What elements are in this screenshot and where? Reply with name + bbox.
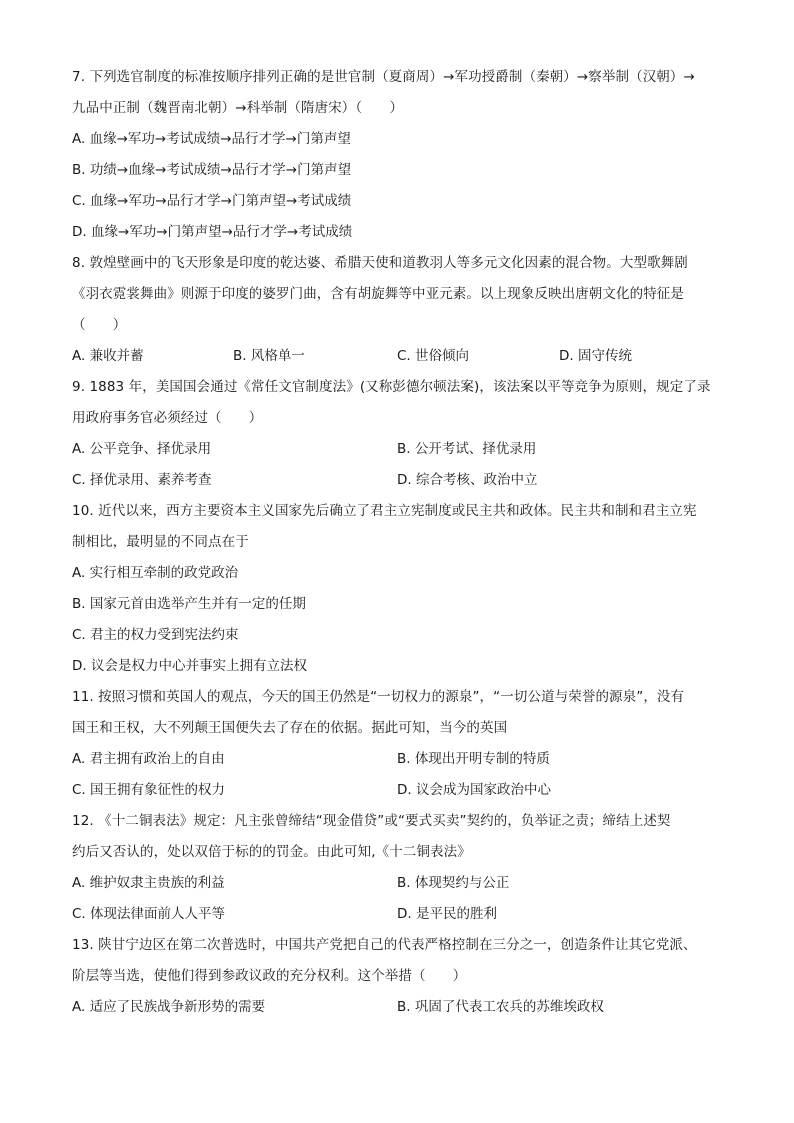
q9-stem-line-2: 用政府事务官必须经过（ ） — [72, 410, 263, 426]
q7-stem-line-1: 7. 下列选官制度的标准按顺序排列正确的是世官制（夏商周）→军功授爵制（秦朝）→察举制（汉朝）→ — [72, 69, 695, 85]
q10-option-d[interactable]: D. 议会是权力中心并事实上拥有立法权 — [72, 658, 307, 674]
q13-stem-line-1: 13. 陕甘宁边区在第二次普选时，中国共产党把自己的代表严格控制在三分之一，创造条件让其它党派、 — [72, 937, 697, 953]
q9-stem-line-1: 9. 1883 年，美国国会通过《常任文官制度法》(又称彭德尔顿法案)，该法案以平等竞争为原则，规定了录 — [72, 379, 711, 395]
q12-stem-line-1: 12. 《十二铜表法》规定：凡主张曾缔结“现金借贷”或“要式买卖”契约的，负举证之责；缔结上述契 — [72, 813, 671, 829]
q11-option-d[interactable]: D. 议会成为国家政治中心 — [397, 782, 551, 798]
q12-option-c[interactable]: C. 体现法律面前人人平等 — [72, 906, 226, 922]
q11-option-b[interactable]: B. 体现出开明专制的特质 — [397, 751, 550, 767]
q8-option-c[interactable]: C. 世俗倾向 — [397, 348, 470, 364]
q9-option-d[interactable]: D. 综合考核、政治中立 — [397, 472, 538, 488]
q9-option-c[interactable]: C. 择优录用、素养考查 — [72, 472, 212, 488]
q13-option-a[interactable]: A. 适应了民族战争新形势的需要 — [72, 999, 266, 1015]
q12-option-b[interactable]: B. 体现契约与公正 — [397, 875, 510, 891]
q8-option-d[interactable]: D. 固守传统 — [559, 348, 632, 364]
q12-option-d[interactable]: D. 是平民的胜利 — [397, 906, 497, 922]
q10-option-c[interactable]: C. 君主的权力受到宪法约束 — [72, 627, 239, 643]
q7-option-d[interactable]: D. 血缘→军功→门第声望→品行才学→考试成绩 — [72, 224, 353, 240]
q7-option-c[interactable]: C. 血缘→军功→品行才学→门第声望→考试成绩 — [72, 193, 352, 209]
q13-stem-line-2: 阶层等当选，使他们得到参政议政的充分权利。这个举措（ ） — [72, 968, 467, 984]
q12-stem-line-2: 约后又否认的，处以双倍于标的的罚金。由此可知,《十二铜表法》 — [72, 844, 471, 860]
q8-option-a[interactable]: A. 兼收并蓄 — [72, 348, 144, 364]
q7-stem-line-2: 九品中正制（魏晋南北朝）→科举制（隋唐宋）（ ） — [72, 100, 404, 116]
q13-option-b[interactable]: B. 巩固了代表工农兵的苏维埃政权 — [397, 999, 604, 1015]
q9-option-b[interactable]: B. 公开考试、择优录用 — [397, 441, 537, 457]
q11-stem-line-2: 国王和王权，大不列颠王国便失去了存在的依据。据此可知，当今的英国 — [72, 720, 508, 736]
q11-stem-line-1: 11. 按照习惯和英国人的观点，今天的国王仍然是“一切权力的源泉”，“一切公道与荣誉的源泉”，没有 — [72, 689, 685, 705]
q7-option-a[interactable]: A. 血缘→军功→考试成绩→品行才学→门第声望 — [72, 131, 351, 147]
q8-stem-line-2: 《羽衣霓裳舞曲》则源于印度的婆罗门曲，含有胡旋舞等中亚元素。以上现象反映出唐朝文化的特征是 — [72, 286, 684, 302]
q11-option-c[interactable]: C. 国王拥有象征性的权力 — [72, 782, 226, 798]
q10-stem-line-1: 10. 近代以来，西方主要资本主义国家先后确立了君主立宪制度或民主共和政体。民主共和制和君主立宪 — [72, 503, 697, 519]
q10-option-b[interactable]: B. 国家元首由选举产生并有一定的任期 — [72, 596, 306, 612]
q10-option-a[interactable]: A. 实行相互牵制的政党政治 — [72, 565, 239, 581]
q12-option-a[interactable]: A. 维护奴隶主贵族的利益 — [72, 875, 225, 891]
q7-option-b[interactable]: B. 功绩→血缘→考试成绩→品行才学→门第声望 — [72, 162, 352, 178]
q9-option-a[interactable]: A. 公平竞争、择优录用 — [72, 441, 212, 457]
q8-stem-line-1: 8. 敦煌壁画中的飞天形象是印度的乾达婆、希腊天使和道教羽人等多元文化因素的混合物。大型歌舞剧 — [72, 255, 688, 271]
q8-stem-line-3: （ ） — [72, 317, 127, 333]
q8-option-b[interactable]: B. 风格单一 — [233, 348, 305, 364]
q10-stem-line-2: 制相比，最明显的不同点在于 — [72, 534, 249, 550]
q11-option-a[interactable]: A. 君主拥有政治上的自由 — [72, 751, 225, 767]
